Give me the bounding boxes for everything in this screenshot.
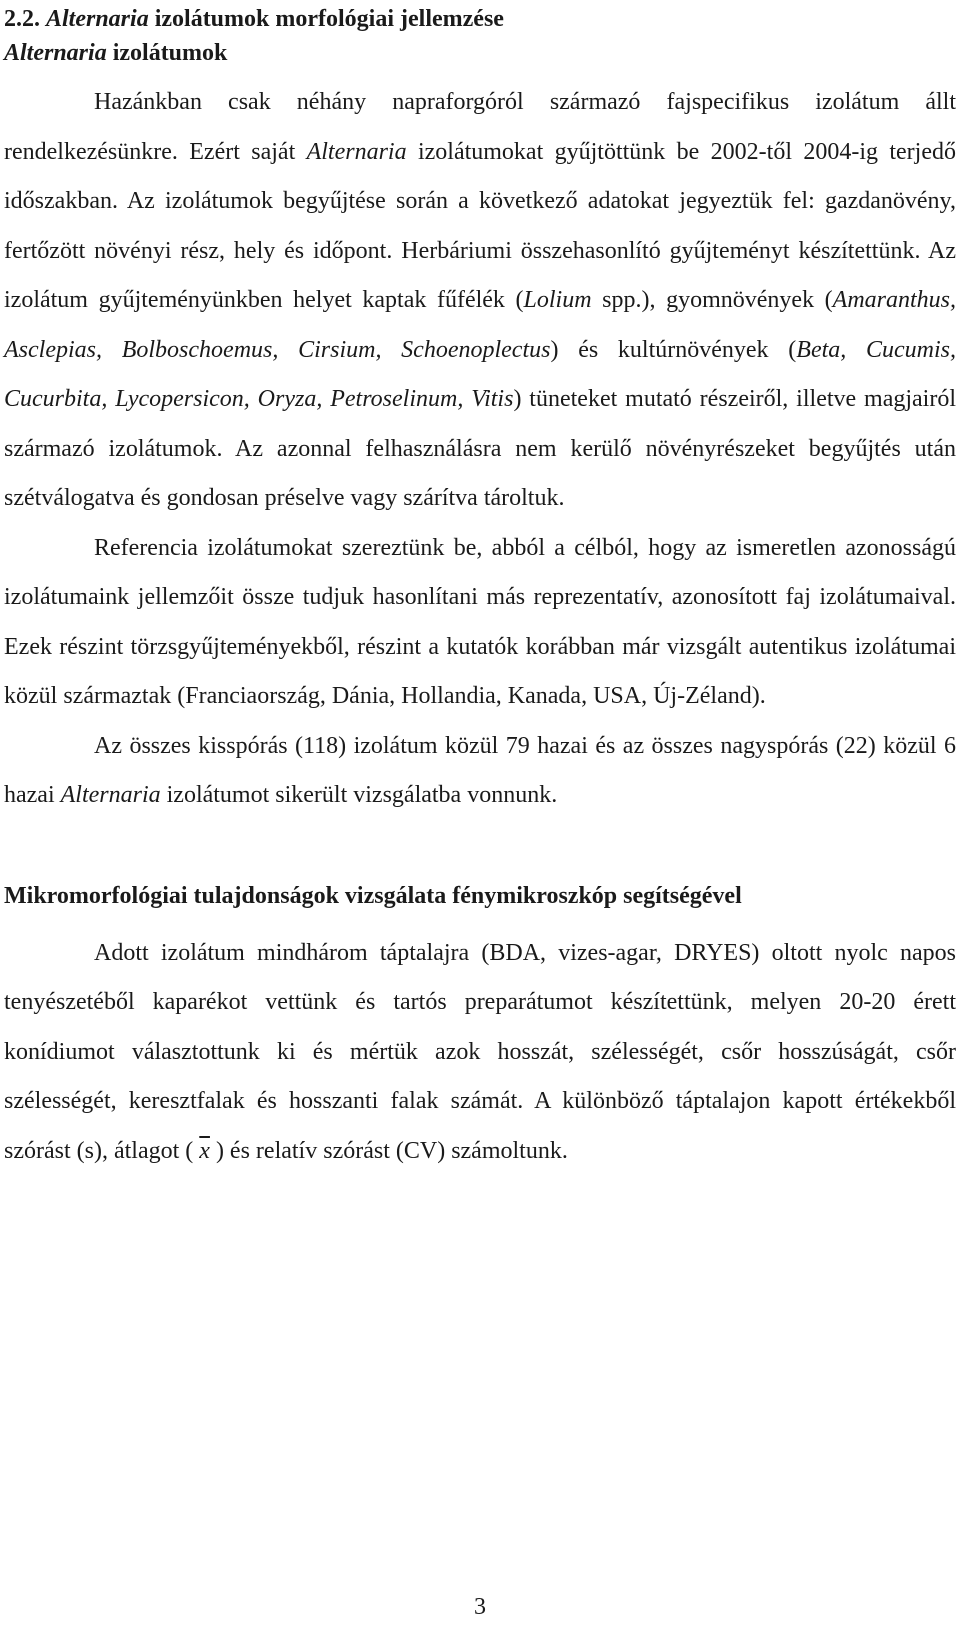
- paragraph-text: ) tüneteket mutató részeiről, illetve magjairól származó izolátumok. Az azonnal felhasználásra nem kerülő növényrészeket begyűjtés után szétválogatva és gondosan préselve vagy szárítva tároltuk.: [4, 386, 957, 511]
- paragraph-text: Hazánkban csak néhány napraforgóról származó fajspecifikus izolátum állt rendelkezésünkre. Ezért saját: [4, 89, 956, 165]
- paragraph-text: ) és relatív szórást (CV) számoltunk.: [209, 1137, 568, 1164]
- paragraph-isolate-counts: [4, 722, 956, 821]
- page-number: 3: [474, 1594, 486, 1620]
- paragraph-italic-text: Lolium: [523, 287, 592, 313]
- paragraph-italic-text: Beta, Cucumis, Cucurbita, Lycopersicon, Oryza, Petroselinum, Vitis: [4, 336, 956, 412]
- subsection-heading: [4, 36, 956, 70]
- paragraph-text: izolátumot sikerült vizsgálatba vonnunk.: [160, 782, 558, 808]
- paragraph-italic-text: Alternaria: [306, 138, 407, 165]
- paragraph-italic-text: Amaranthus, Asclepias, Bolboschoemus, Cirsium, Schoenoplectus: [4, 287, 957, 363]
- mean-symbol: $\overline{x}$: [199, 1137, 210, 1164]
- subsection-title-rest: izolátumok: [106, 40, 228, 66]
- paragraph-micromorphology: [4, 929, 956, 1177]
- paragraph-text: Referencia izolátumokat szereztünk be, abból a célból, hogy az ismeretlen azonosságú izolátumaink jellemzőit össze tudjuk hasonlítani más reprezentatív, azonosított faj izolátumaival. Ezek részint törzsgyűjteményekből, részint a kutatók korábban már vizsgált autentikus izolátumai közül származtak (Franciaország, Dánia, Hollandia, Kanada, USA, Új-Zéland).: [4, 534, 956, 709]
- paragraph-reference-isolates: [4, 524, 956, 722]
- section-title-rest: izolátumok morfológiai jellemzése: [148, 6, 504, 32]
- paragraph-text: izolátumokat gyűjtöttünk be 2002-től 2004-ig terjedő időszakban. Az izolátumok begyűjtése során a következő adatokat jegyeztük fel: gazdanövény, fertőzött növényi rész, hely és időpont. Herbáriumi összehasonlító gyűjteményt készítettünk. Az izolátum gyűjteményünkben helyet kaptak fűfélék (: [4, 138, 956, 313]
- paragraph-text: Adott izolátum mindhárom táptalajra (BDA, vizes-agar, DRYES) oltott nyolc napos tenyészetéből kaparékot vettünk és tartós preparátumot készítettünk, melyen 20-20 érett konídiumot választottunk ki és mértük azok hosszát, szélességét, csőr hosszúságát, csőr szélességét, keresztfalak és hosszanti falak számát. A különböző táptalajon kapott értékekből szórást (s), átlagot (: [4, 939, 956, 1164]
- micromorphology-heading: Mikromorfológiai tulajdonságok vizsgálata fénymikroszkóp segítségével: [4, 882, 742, 909]
- section-heading: [4, 2, 956, 36]
- section-number: 2.2.: [4, 6, 40, 32]
- paragraph-italic-text: Alternaria: [60, 782, 161, 808]
- paragraph-text: Az összes kisspórás (118) izolátum közül 79 hazai és az összes nagyspórás (22) közül 6 hazai: [4, 732, 956, 808]
- subsection-title-italic: Alternaria: [4, 40, 107, 66]
- paragraph-collection: [4, 78, 956, 524]
- document-page: [4, 0, 956, 1176]
- paragraph-text: ) és kultúrnövények (: [550, 336, 797, 363]
- section-title-italic: Alternaria: [46, 6, 149, 32]
- paragraph-text: spp.), gyomnövények (: [591, 287, 833, 313]
